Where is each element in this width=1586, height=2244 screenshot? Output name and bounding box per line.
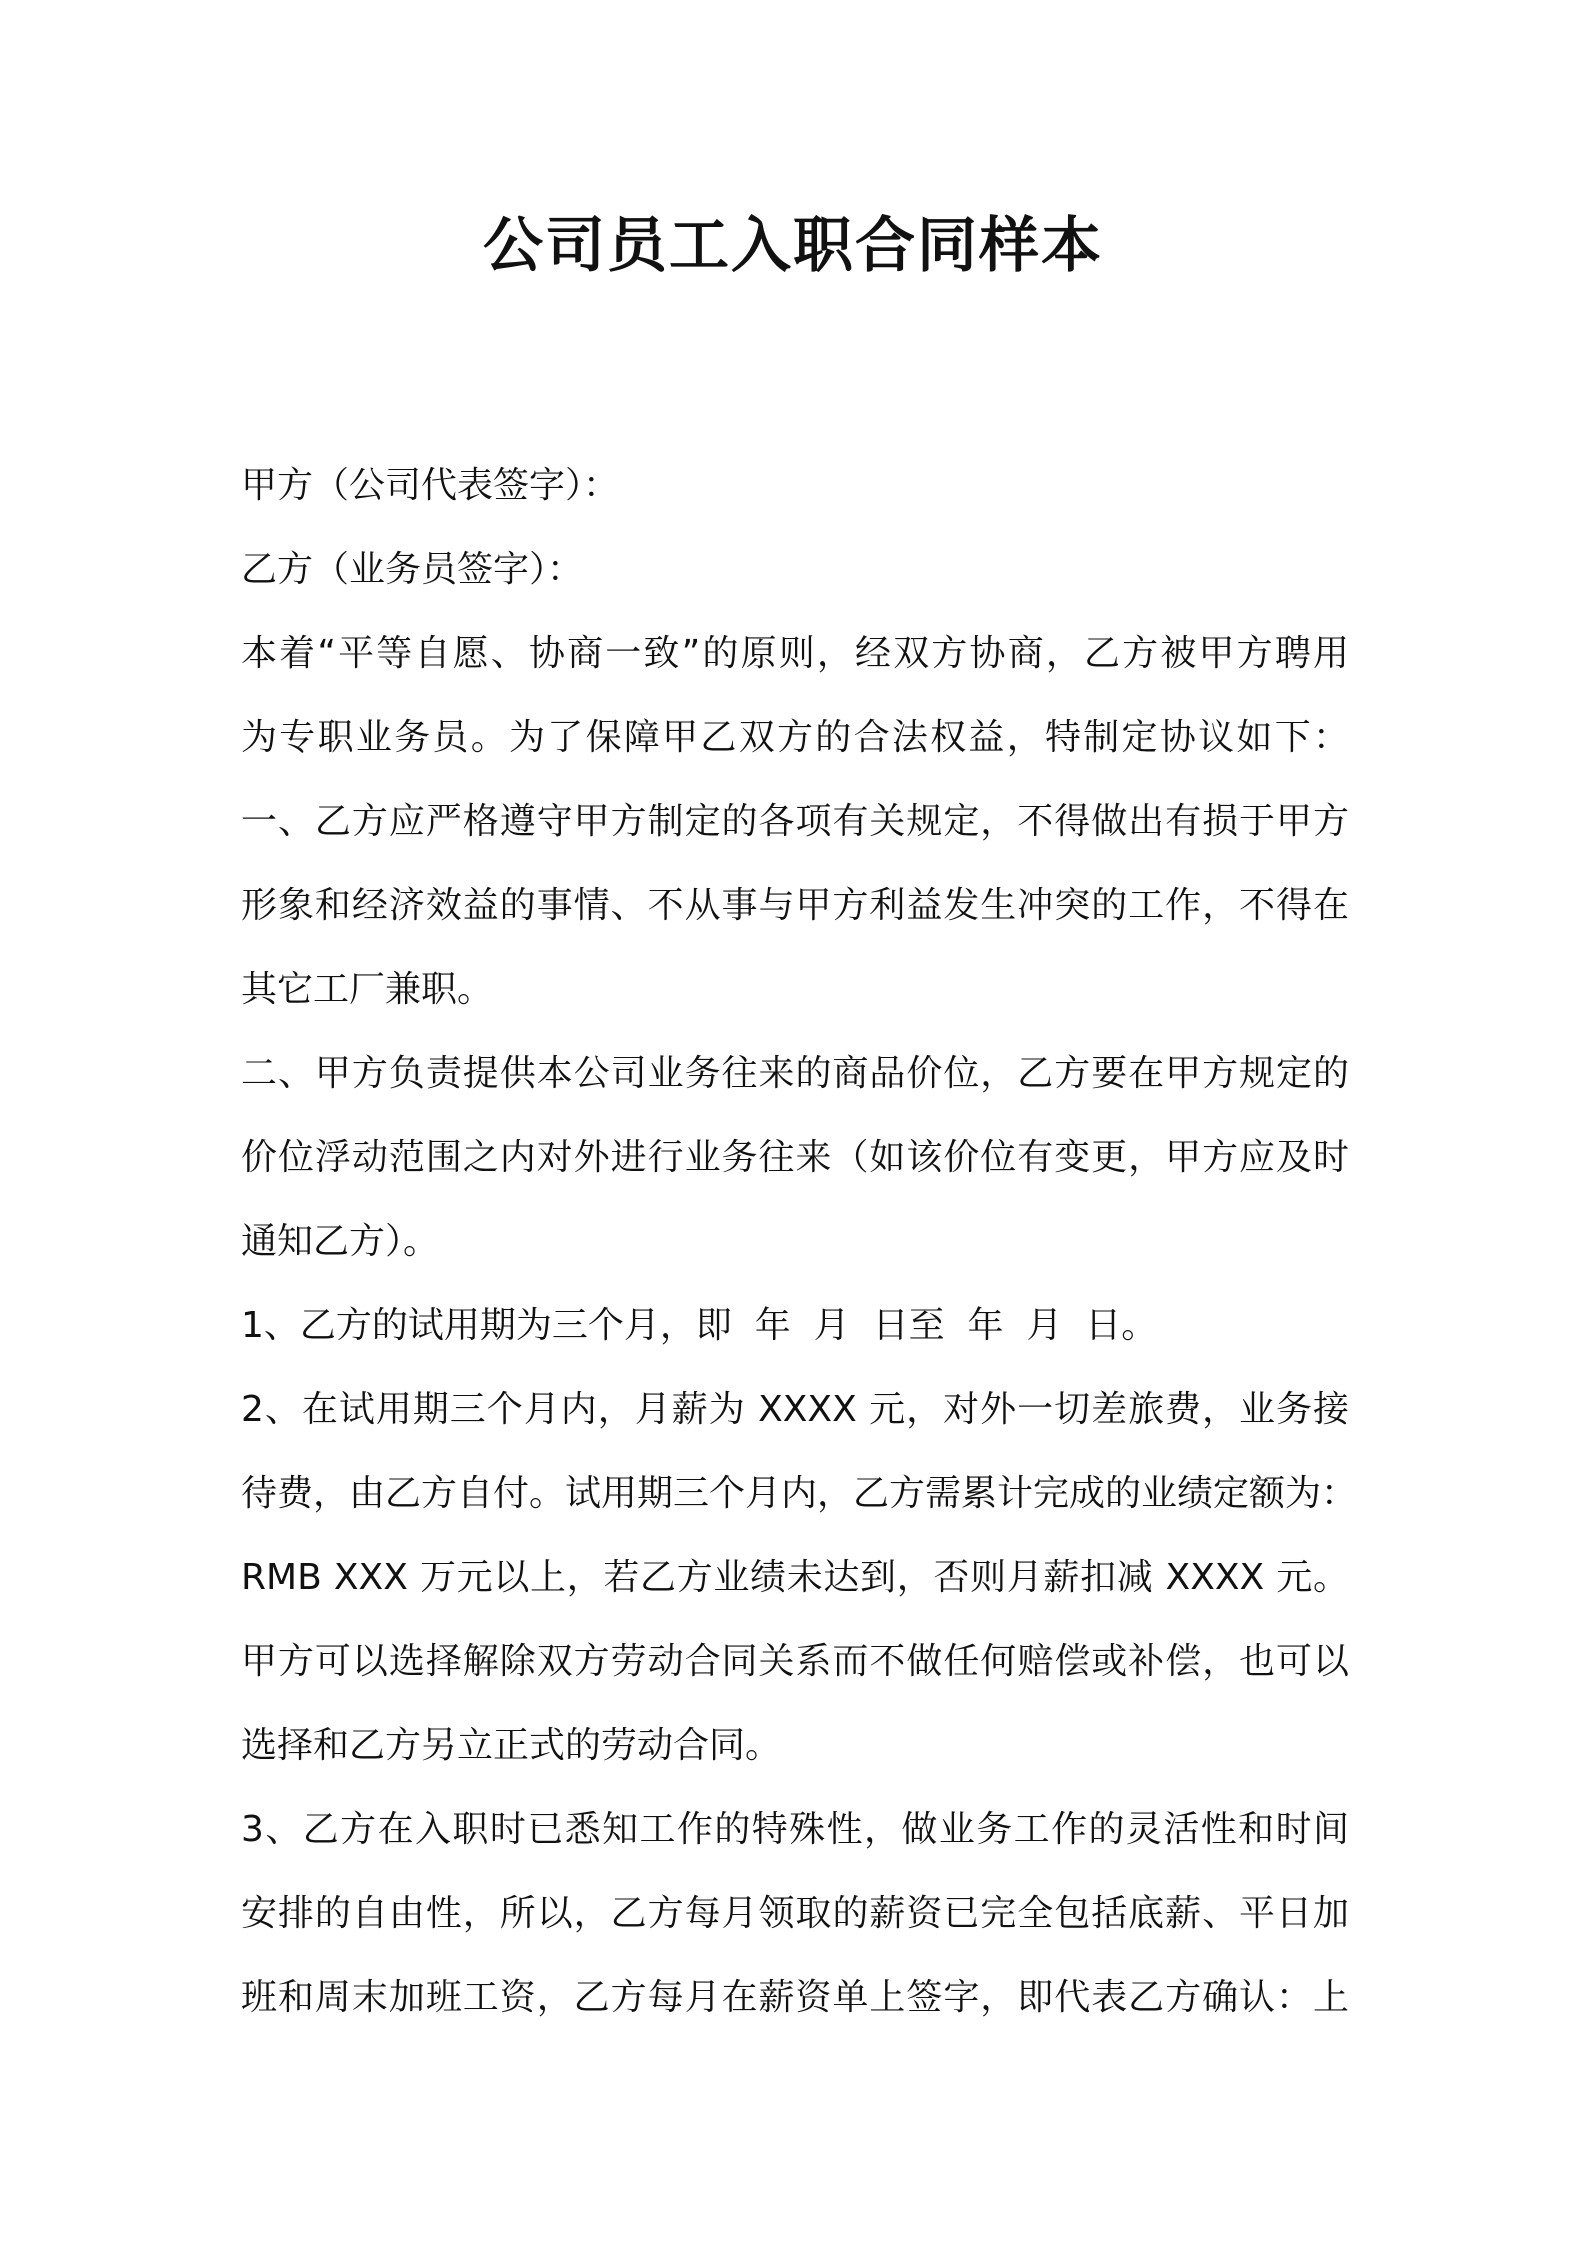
clause-1-line-3: 其它工厂兼职。 bbox=[241, 969, 494, 1010]
party-b-signature-line: 乙方（业务员签字）： bbox=[241, 549, 584, 590]
clause-2-line-1: 二、甲方负责提供本公司业务往来的商品价位，乙方要在甲方规定的 bbox=[241, 1053, 1349, 1094]
preamble-line-1: 本着“平等自愿、协商一致”的原则，经双方协商，乙方被甲方聘用 bbox=[241, 633, 1349, 674]
item-3-line-3: 班和周末加班工资，乙方每月在薪资单上签字，即代表乙方确认：上 bbox=[241, 1977, 1349, 2018]
item-1-line: 1、乙方的试用期为三个月，即 年 月 日至 年 月 日。 bbox=[241, 1305, 1158, 1346]
clause-1-line-1: 一、乙方应严格遵守甲方制定的各项有关规定，不得做出有损于甲方 bbox=[241, 801, 1349, 842]
clause-2-line-2: 价位浮动范围之内对外进行业务往来（如该价位有变更，甲方应及时 bbox=[241, 1137, 1349, 1178]
item-3-line-2: 安排的自由性，所以，乙方每月领取的薪资已完全包括底薪、平日加 bbox=[241, 1893, 1349, 1934]
item-3-line-1: 3、乙方在入职时已悉知工作的特殊性，做业务工作的灵活性和时间 bbox=[241, 1809, 1349, 1850]
clause-2-line-3: 通知乙方）。 bbox=[241, 1221, 440, 1262]
item-2-line-5: 选择和乙方另立正式的劳动合同。 bbox=[241, 1725, 782, 1766]
document-title: 公司员工入职合同样本 bbox=[483, 211, 1103, 281]
preamble-line-2: 为专职业务员。为了保障甲乙双方的合法权益，特制定协议如下： bbox=[241, 717, 1349, 758]
item-2-line-3: RMB XXX 万元以上，若乙方业绩未达到，否则月薪扣减 XXXX 元。 bbox=[241, 1557, 1349, 1598]
item-2-line-4: 甲方可以选择解除双方劳动合同关系而不做任何赔偿或补偿，也可以 bbox=[241, 1641, 1349, 1682]
item-2-line-2: 待费，由乙方自付。试用期三个月内，乙方需累计完成的业绩定额为： bbox=[241, 1473, 1358, 1514]
item-2-line-1: 2、在试用期三个月内，月薪为 XXXX 元，对外一切差旅费，业务接 bbox=[241, 1389, 1349, 1430]
clause-1-line-2: 形象和经济效益的事情、不从事与甲方利益发生冲突的工作，不得在 bbox=[241, 885, 1349, 926]
contract-body bbox=[241, 444, 1358, 2040]
party-a-signature-line: 甲方（公司代表签字）： bbox=[241, 465, 620, 506]
